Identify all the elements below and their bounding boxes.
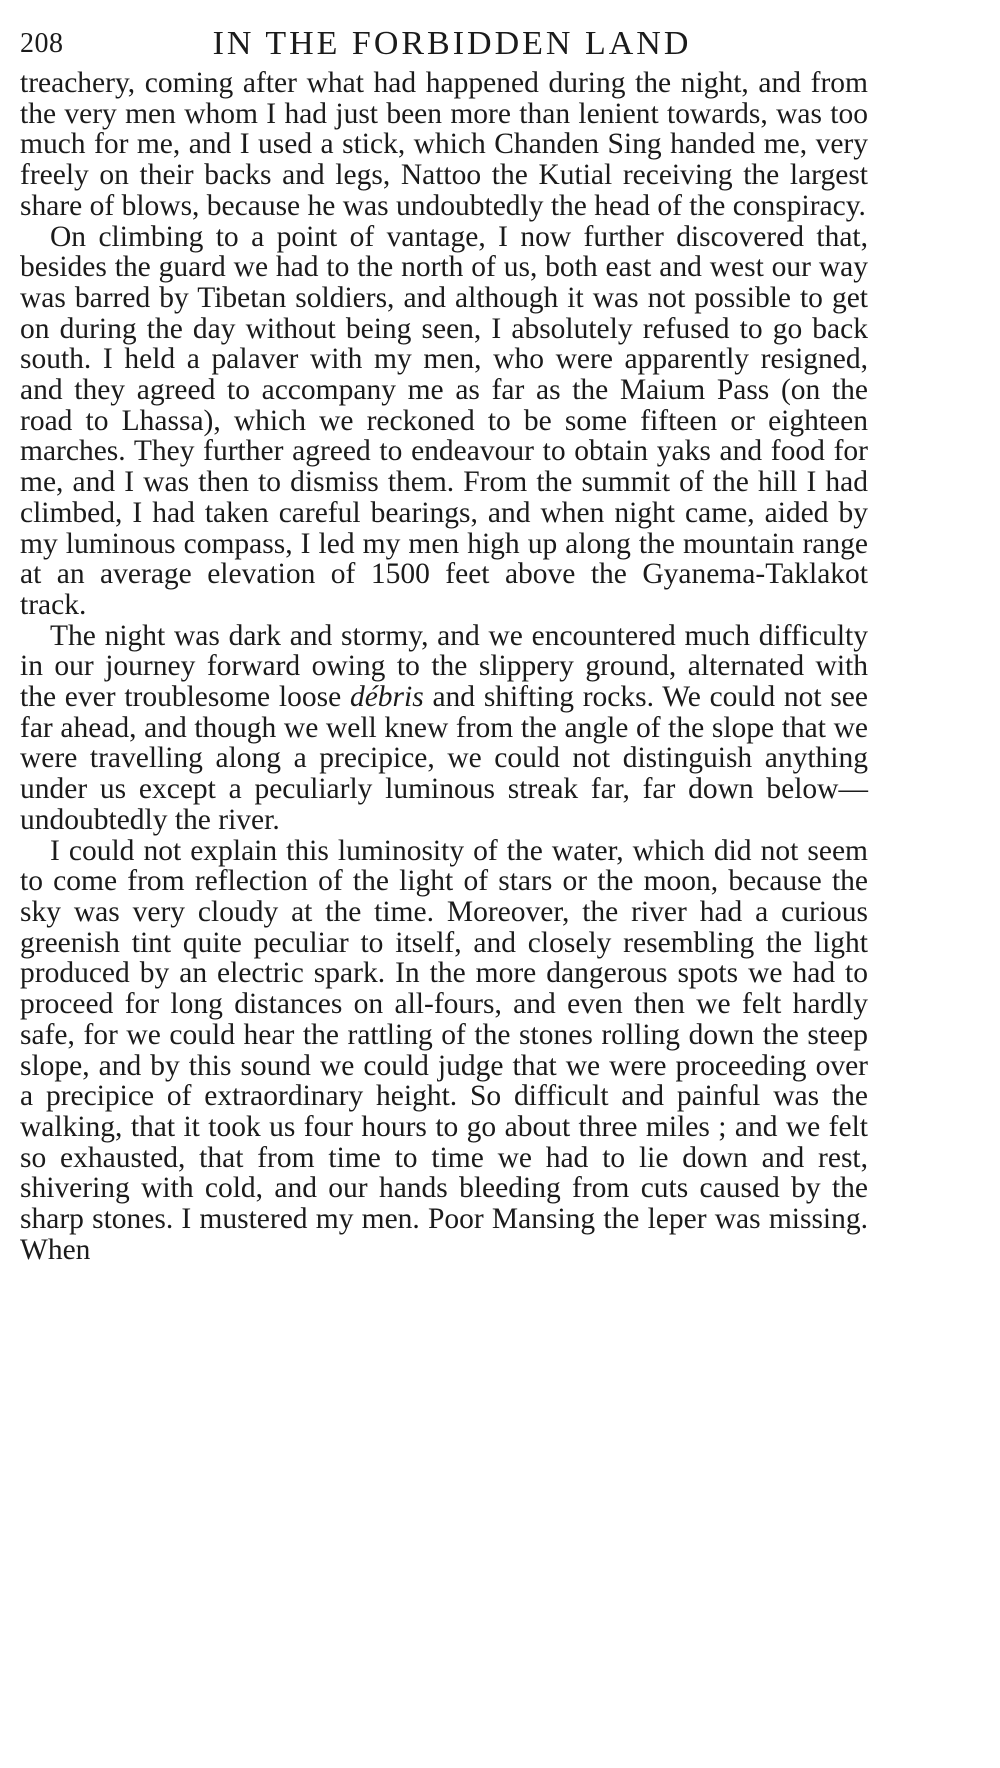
paragraph-night-journey (20, 621, 868, 836)
paragraph-text-after: and shifting rocks. We could not see far ahead, and though we well knew from the angle of the slope that we were travelling along a precipice, we could not distinguish anything under us except a peculiarly luminous streak far, far down below—undoubtedly the river. (20, 681, 868, 836)
book-page (20, 20, 868, 1265)
paragraph-continued: treachery, coming after what had happened during the night, and from the very men whom I had just been more than lenient towards, was too much for me, and I used a stick, which Chanden Sing handed me, very freely on their backs and legs, Nattoo the Kutial receiving the largest share of blows, because he was undoubtedly the head of the conspiracy. (20, 67, 868, 222)
italic-word: débris (349, 681, 424, 714)
running-head (20, 20, 868, 68)
paragraph-text-before: The night was dark and stormy, and we encountered much difficulty in our journey forward owing to the slippery ground, alternated with the ever troublesome loose (20, 619, 868, 714)
paragraph-vantage-point: On climbing to a point of vantage, I now further discovered that, besides the guard we had to the north of us, both east and west our way was barred by Tibetan soldiers, and although it was not possible to get on during the day without being seen, I absolutely refused to go back south. I held a palaver with my men, who were apparently resigned, and they agreed to accompany me as far as the Maium Pass (on the road to Lhassa), which we reckoned to be some fifteen or eighteen marches. They further agreed to endeavour to obtain yaks and food for me, and I was then to dismiss them. From the summit of the hill I had climbed, I had taken careful bearings, and when night came, aided by my luminous compass, I led my men high up along the mountain range at an average elevation of 1500 feet above the Gyanema-Taklakot track. (20, 220, 868, 621)
book-title: IN THE FORBIDDEN LAND (212, 25, 692, 62)
paragraph-luminous-river: I could not explain this luminosity of the water, which did not seem to come from reflection of the light of stars or the moon, because the sky was very cloudy at the time. Moreover, the river had a curious greenish tint quite peculiar to itself, and closely resembling the light produced by an electric spark. In the more dangerous spots we had to proceed for long distances on all-fours, and even then we felt hardly safe, for we could hear the rattling of the stones rolling down the steep slope, and by this sound we could judge that we were proceeding over a precipice of extraordinary height. So difficult and painful was the walking, that it took us four hours to go about three miles ; and we felt so exhausted, that from time to time we had to lie down and rest, shivering with cold, and our hands bleeding from cuts caused by the sharp stones. I mustered my men. Poor Mansing the leper was missing. When (20, 834, 868, 1266)
page-number: 208 (20, 28, 64, 59)
